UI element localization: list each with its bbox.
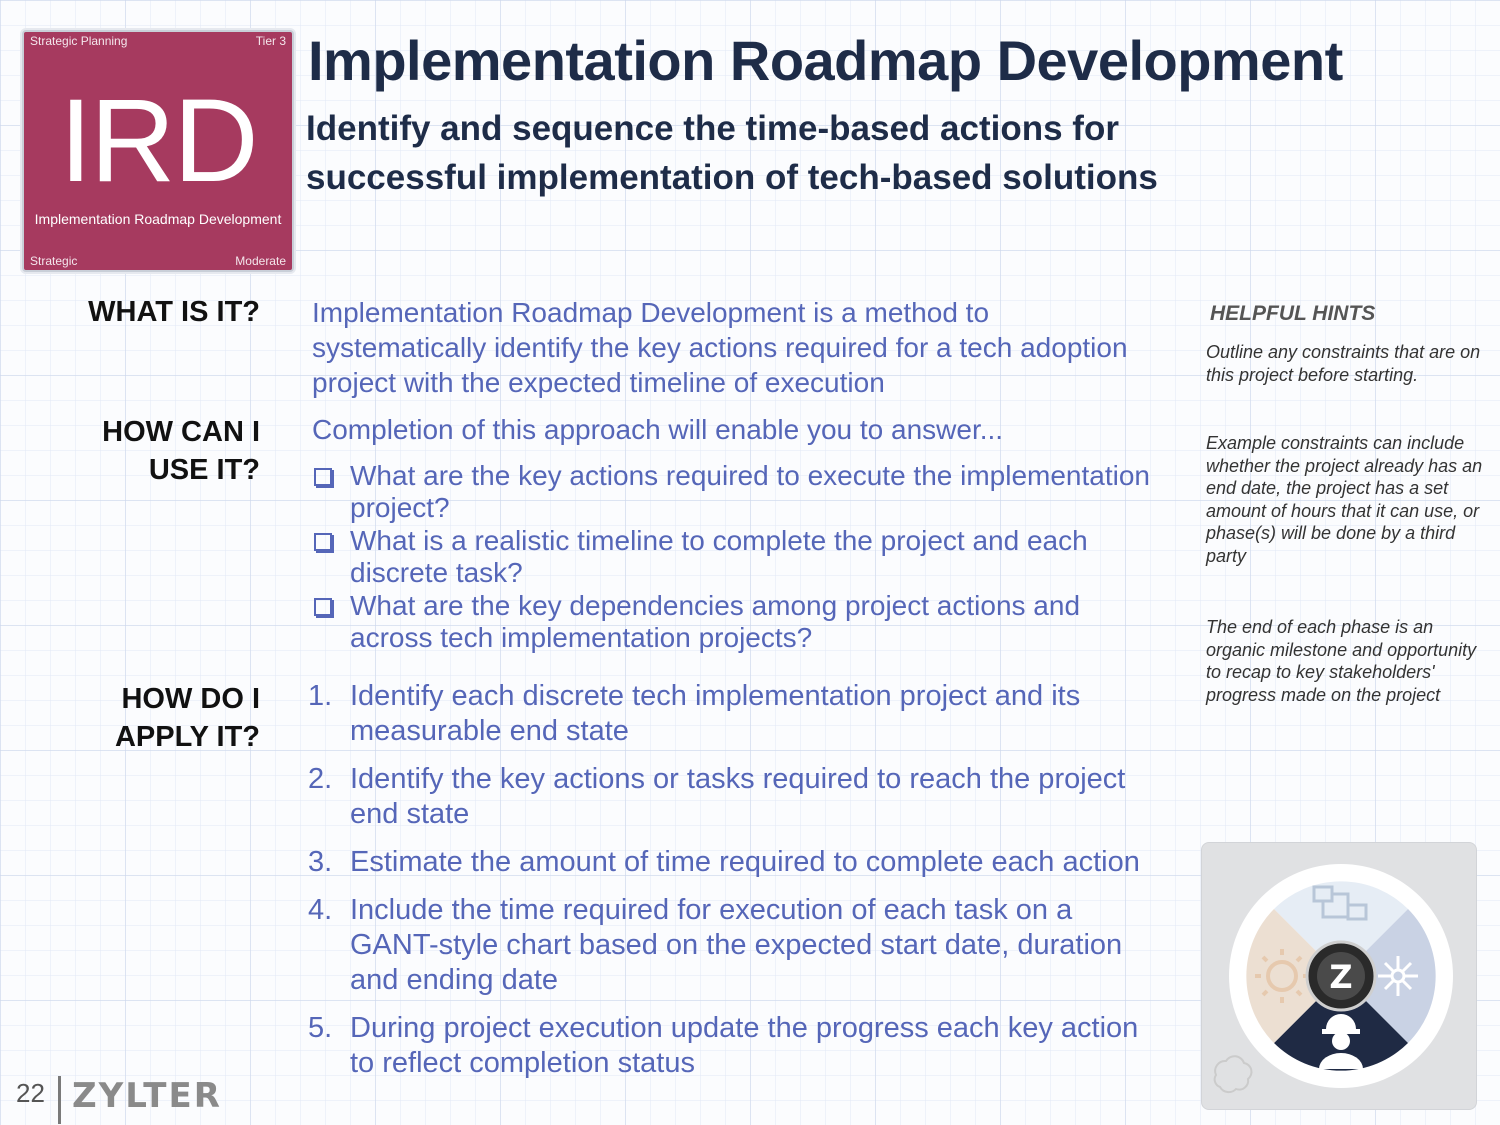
hints-title: HELPFUL HINTS xyxy=(1210,302,1376,325)
question-list xyxy=(312,460,1152,655)
list-item: 4. Include the time required for execution of each task on a GANT-style chart based on the expected start date, duration and ending date xyxy=(308,894,1123,996)
what-text: Implementation Roadmap Development is a method to systematically identify the key actions required for a tech adoption project with the expected timeline of execution xyxy=(312,297,1128,398)
brain-icon xyxy=(1215,1056,1252,1092)
methodology-wheel xyxy=(1201,842,1477,1110)
list-item: 3. Estimate the amount of time required to complete each action xyxy=(308,846,1140,878)
page-subtitle: Identify and sequence the time-based actions for successful implementation of tech-based solutions xyxy=(306,109,1158,197)
tile-category: Strategic Planning xyxy=(30,34,128,48)
step-list xyxy=(308,679,1153,1094)
checkbox-icon xyxy=(314,533,332,551)
tile-full-name: Implementation Roadmap Development xyxy=(34,211,282,227)
page-title: Implementation Roadmap Development xyxy=(308,29,1343,92)
tile-type: Strategic xyxy=(30,254,78,268)
checkbox-icon xyxy=(314,598,332,616)
tile-difficulty: Moderate xyxy=(235,254,286,268)
hint-text: Example constraints can include whether the project already has an end date, the project has a set amount of hours that it can use, or phase(s) will be done by a third party xyxy=(1206,433,1483,566)
list-item: What are the key actions required to execute the implementation project? xyxy=(312,460,1152,524)
list-item: 5. During project execution update the progress each key action to reflect completion status xyxy=(308,1012,1139,1079)
ird-tile xyxy=(22,30,294,272)
tile-abbreviation: IRD xyxy=(59,75,257,207)
list-item: What are the key dependencies among project actions and across tech implementation projects? xyxy=(312,590,1152,654)
use-intro: Completion of this approach will enable you to answer... xyxy=(312,414,1004,445)
list-item: 1. Identify each discrete tech implementation project and its measurable end state xyxy=(308,680,1081,747)
list-item: What is a realistic timeline to complete the project and each discrete task? xyxy=(312,525,1152,589)
footer-divider xyxy=(58,1076,61,1124)
brand-logo: ZYLTER xyxy=(72,1076,222,1116)
hint-text: Outline any constraints that are on this project before starting. xyxy=(1206,342,1481,385)
apply-label: HOW DO I APPLY IT? xyxy=(114,683,260,753)
what-label: WHAT IS IT? xyxy=(88,296,260,328)
page-number: 22 xyxy=(16,1078,45,1108)
tile-tier: Tier 3 xyxy=(255,34,286,48)
checkbox-icon xyxy=(314,468,332,486)
list-item: 2. Identify the key actions or tasks required to reach the project end state xyxy=(308,763,1126,830)
use-label: HOW CAN I USE IT? xyxy=(102,416,260,486)
center-letter: Z xyxy=(1329,958,1353,996)
hint-text: The end of each phase is an organic milestone and opportunity to recap to key stakeholders' progress made on the project xyxy=(1206,617,1477,705)
